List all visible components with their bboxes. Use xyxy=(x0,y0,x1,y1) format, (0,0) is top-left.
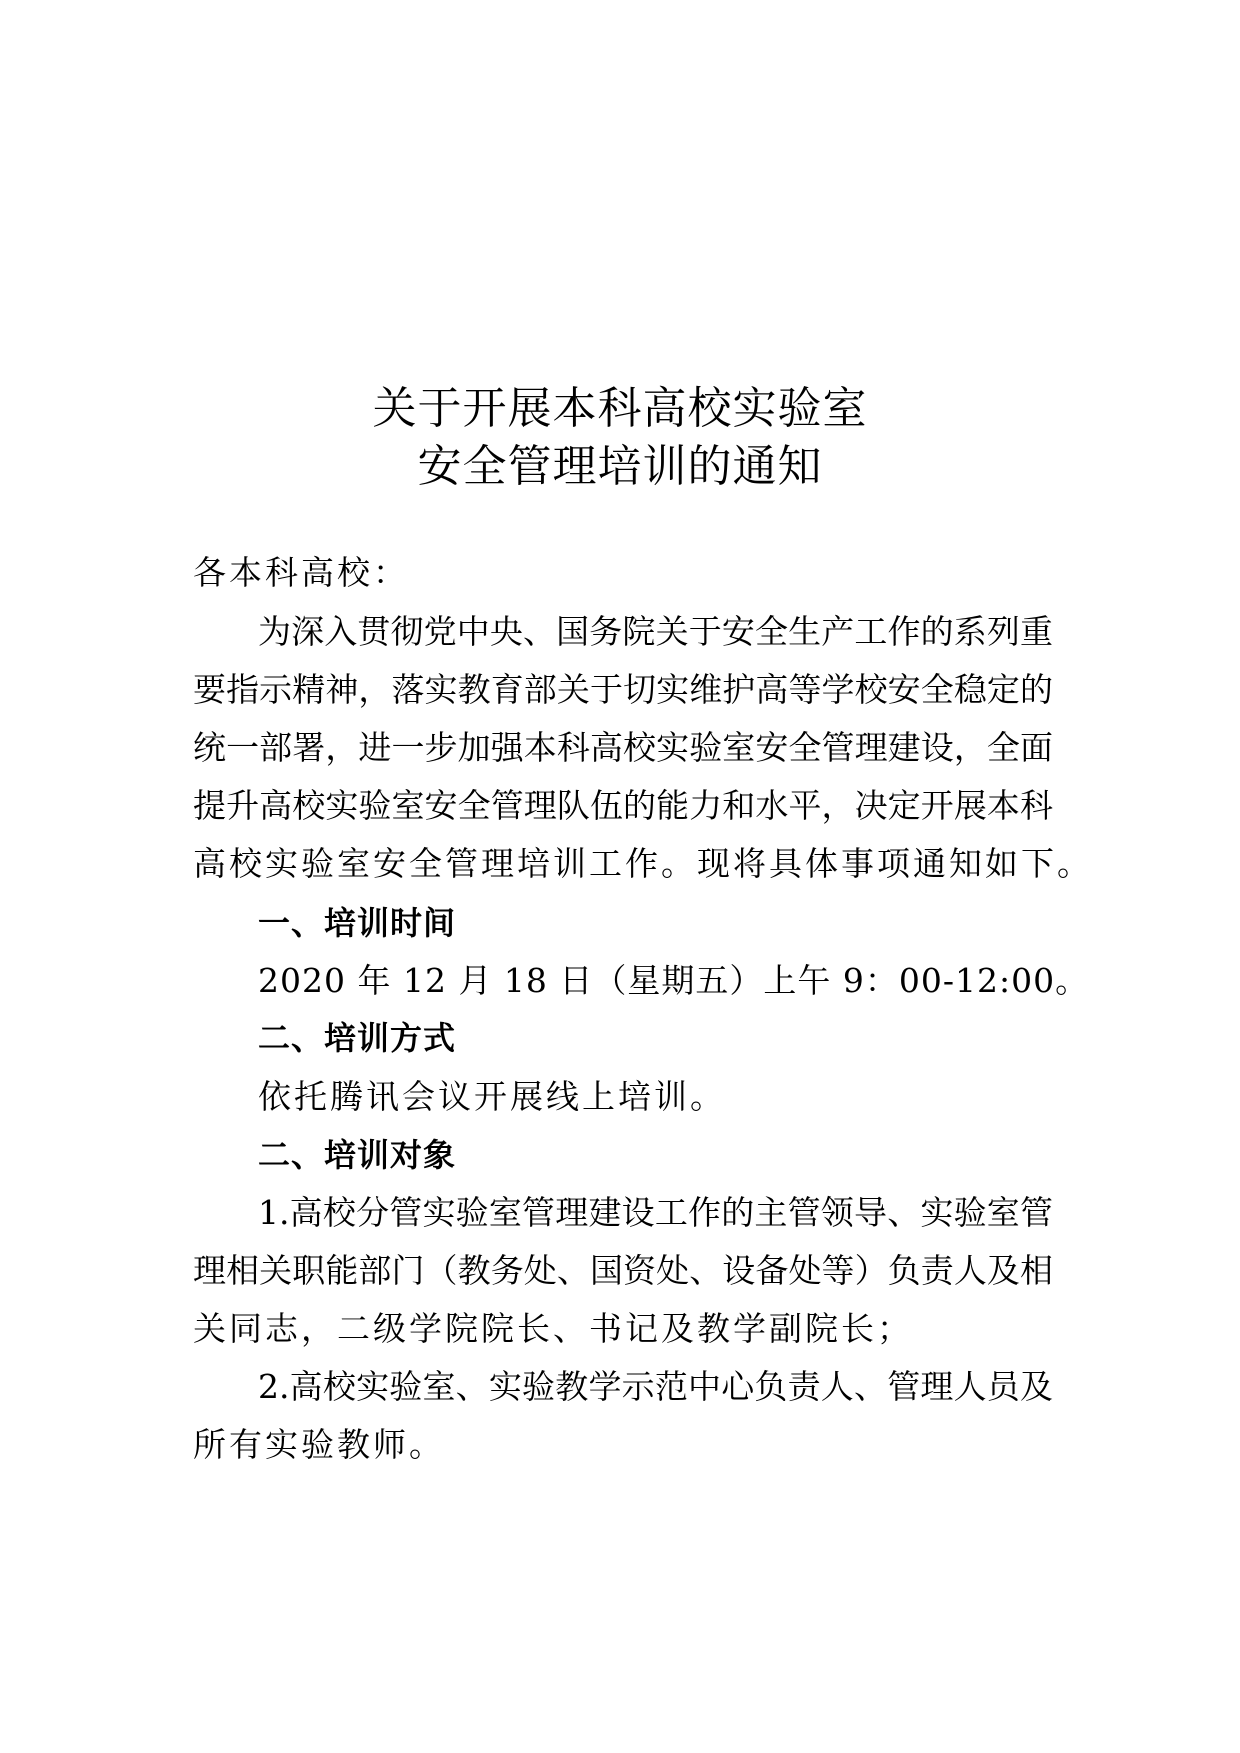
section-2-text: 依托腾讯会议开展线上培训。 xyxy=(258,1077,726,1116)
intro-paragraph-line: 要指示精神，落实教育部关于切实维护高等学校安全稳定的 xyxy=(193,670,1053,709)
section-3-item-1-line: 1.高校分管实验室管理建设工作的主管领导、实验室管 xyxy=(258,1193,1053,1232)
section-3-heading: 二、培训对象 xyxy=(258,1136,457,1174)
intro-paragraph-line: 统一部署，进一步加强本科高校实验室安全管理建设，全面 xyxy=(193,728,1053,767)
section-2-heading: 二、培训方式 xyxy=(258,1019,457,1057)
document-title-line-2: 安全管理培训的通知 xyxy=(417,441,823,492)
section-3-item-2-line: 所有实验教师。 xyxy=(193,1425,445,1464)
section-3-item-1-line: 关同志，二级学院院长、书记及教学副院长； xyxy=(193,1309,913,1348)
section-1-heading: 一、培训时间 xyxy=(258,904,457,942)
intro-paragraph-line: 高校实验室安全管理培训工作。现将具体事项通知如下。 xyxy=(193,844,1093,883)
section-3-item-1-line: 理相关职能部门（教务处、国资处、设备处等）负责人及相 xyxy=(193,1251,1053,1290)
intro-paragraph-line: 为深入贯彻党中央、国务院关于安全生产工作的系列重 xyxy=(258,612,1053,651)
section-1-text: 2020 年 12 月 18 日（星期五）上午 9：00-12:00。 xyxy=(258,961,1090,1000)
salutation: 各本科高校： xyxy=(193,553,409,592)
document-title-line-1: 关于开展本科高校实验室 xyxy=(372,383,868,434)
intro-paragraph-line: 提升高校实验室安全管理队伍的能力和水平，决定开展本科 xyxy=(193,786,1053,825)
section-3-item-2-line: 2.高校实验室、实验教学示范中心负责人、管理人员及 xyxy=(258,1367,1053,1406)
